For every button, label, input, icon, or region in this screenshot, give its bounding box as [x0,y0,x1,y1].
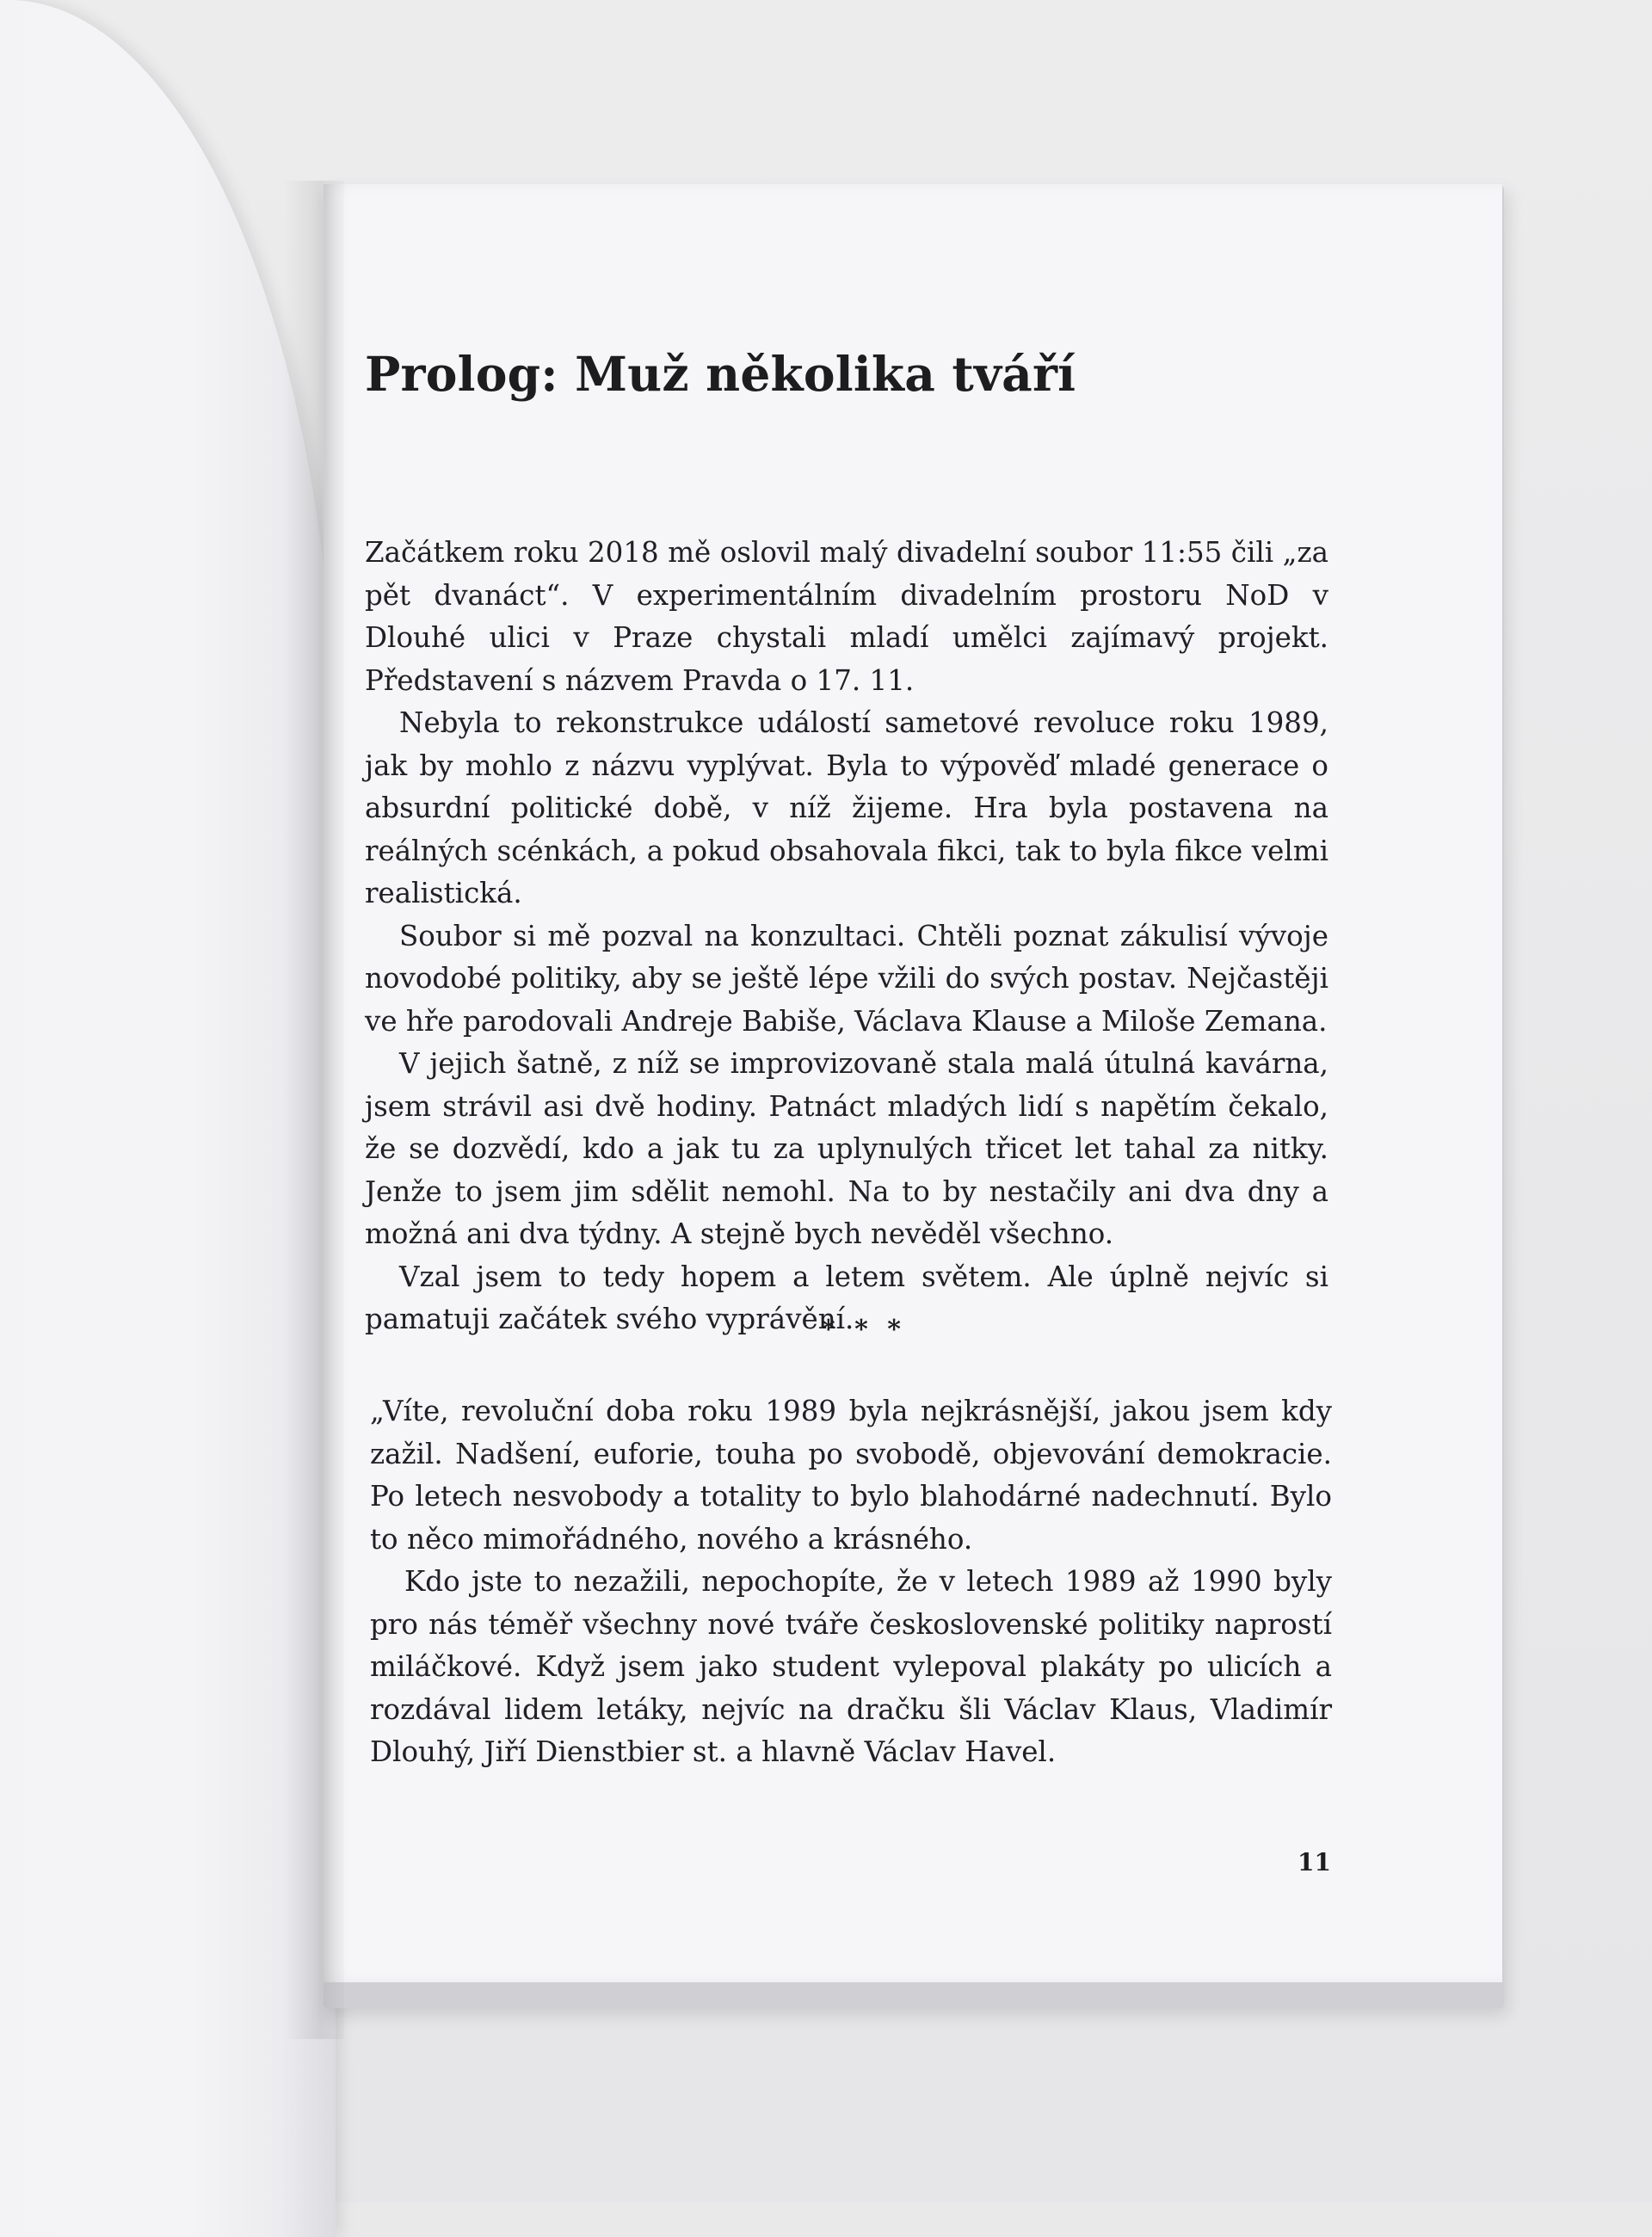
paragraph: Začátkem roku 2018 mě oslovil malý divadelní soubor 11:55 čili „za pět dvanáct“. V experimentálním divadelním prostoru NoD v Dlouhé ulici v Praze chystali mladí umělci zajímavý projekt. Představení s názvem Pravda o 17. 11. [365,536,1328,697]
spine-shadow [284,181,344,2039]
chapter-title: Prolog: Muž několika tváří [365,346,1076,402]
paragraph: V jejich šatně, z níž se improvizovaně stala malá útulná kavárna, jsem strávil asi dvě hodiny. Patnáct mladých lidí s napětím čekalo, že se dozvědí, kdo a jak tu za uplynulých třicet let tahal za nitky. Jenže to jsem jim sdělit nemohl. Na to by nestačily ani dva dny a možná ani dva týdny. A stejně bych nevěděl všechno. [365,1047,1328,1250]
section-break: * * * [822,1315,906,1345]
paragraph: „Víte, revoluční doba roku 1989 byla nejkrásnější, jakou jsem kdy zažil. Nadšení, euforie, touha po svobodě, objevování demokracie. Po letech nesvobody a totality to bylo blahodárné nadechnutí. Bylo to něco mimořádného, nového a krásného. [370,1395,1332,1556]
text-after-break [370,1390,1332,1774]
text-before-break [365,532,1328,1341]
paragraph: Kdo jste to nezažili, nepochopíte, že v letech 1989 až 1990 byly pro nás téměř všechny nové tváře československé politiky naprostí miláčkové. Když jsem jako student vylepoval plakáty po ulicích a rozdával lidem letáky, nejvíc na dračku šli Václav Klaus, Vladimír Dlouhý, Jiří Dienstbier st. a hlavně Václav Havel. [370,1565,1332,1768]
facing-page-blurred-text [0,219,310,736]
paragraph: Nebyla to rekonstrukce událostí sametové revoluce roku 1989, jak by mohlo z názvu vyplývat. Byla to výpověď mladé generace o absurdní politické době, v níž žijeme. Hra byla postavena na reálných scénkách, a pokud obsahovala fikci, tak to byla fikce velmi realistická. [365,706,1328,909]
paragraph: Vzal jsem to tedy hopem a letem světem. Ale úplně nejvíc si pamatuji začátek svého vyprávění. [365,1260,1328,1335]
page-number: 11 [1298,1848,1331,1876]
paragraph: Soubor si mě pozval na konzultaci. Chtěli poznat zákulisí vývoje novodobé politiky, aby se ještě lépe vžili do svých postav. Nejčastěji ve hře parodovali Andreje Babiše, Václava Klause a Miloše Zemana. [365,919,1328,1038]
page-content [365,344,1332,1768]
